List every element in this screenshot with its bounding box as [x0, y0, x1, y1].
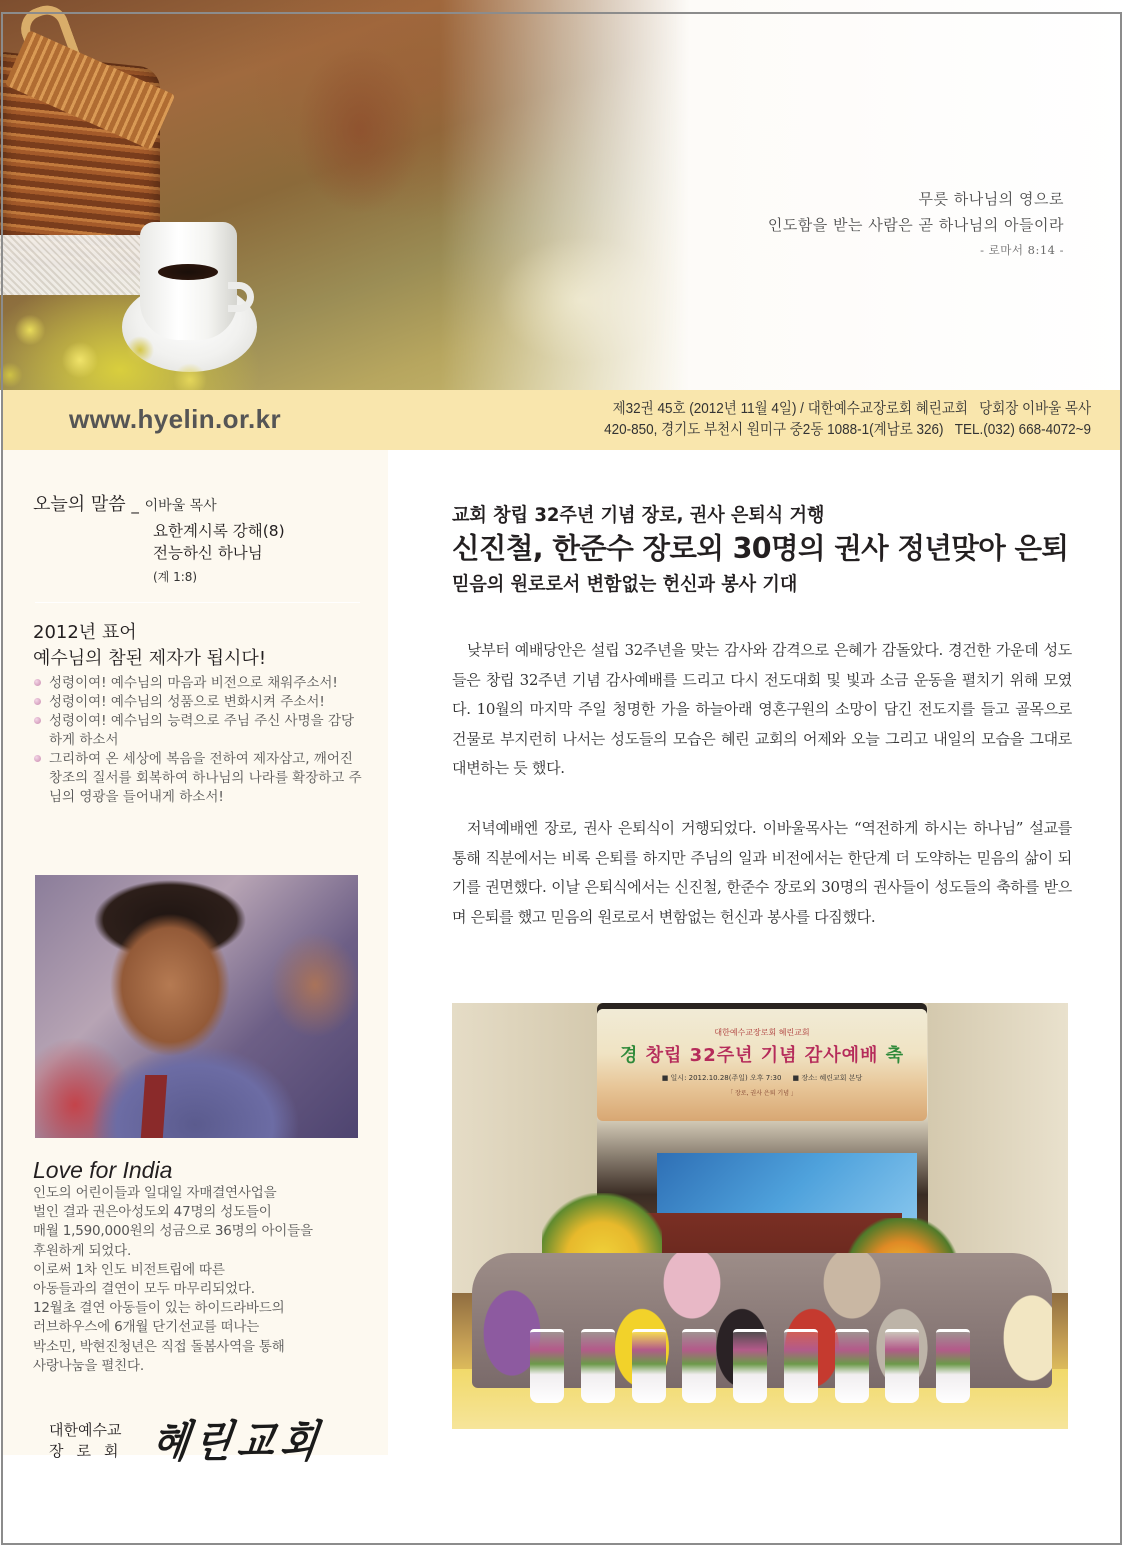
- flower-gifts: [530, 1329, 970, 1409]
- hero-banner: [0, 0, 1134, 390]
- motto-item: 성령이여! 예수님의 마음과 비전으로 채워주소서!: [33, 674, 373, 693]
- flower-basket: [835, 1329, 869, 1403]
- article-kicker: 교회 창립 32주년 기념 장로, 권사 은퇴식 거행: [452, 504, 825, 526]
- separator: _: [131, 496, 139, 514]
- flower-basket: [682, 1329, 716, 1403]
- issue-info: [604, 398, 1091, 440]
- motto-list: [33, 674, 373, 807]
- article-headline: 신진철, 한준수 장로외 30명의 권사 정년맞아 은퇴: [452, 532, 1069, 565]
- banner-church: 대한예수교장로회 혜린교회: [714, 1028, 810, 1037]
- bullet-icon: [34, 679, 41, 686]
- motto-year: 2012년 표어: [33, 622, 137, 643]
- verse-line: 인도함을 받는 사람은 곧 하나님의 아들이라: [767, 216, 1064, 234]
- yearly-motto: [33, 620, 373, 807]
- motto-item: 성령이여! 예수님의 성품으로 변화시켜 주소서!: [33, 693, 373, 712]
- bible-verse: [768, 186, 1064, 260]
- picnic-basket-coffee-photo: [0, 0, 700, 390]
- sidebar: [3, 450, 388, 1467]
- india-title: Love for India: [33, 1157, 173, 1183]
- love-for-india: [33, 1156, 363, 1376]
- church-name-calligraphy: 혜린교회: [148, 1415, 327, 1467]
- retirement-ceremony-photo: [452, 1003, 1068, 1429]
- main-article-header: [452, 500, 1072, 600]
- verse-line: 무릇 하나님의 영으로: [918, 190, 1064, 208]
- india-child-photo: [35, 875, 358, 1138]
- article-paragraph-1: 낮부터 예배당안은 설립 32주년을 맞는 감사와 감격으로 은혜가 감돌았다. 경건한 가운데 성도들은 창립 32주년 기념 감사예배를 드리고 다시 전도대회 및 빛과 소금 운동을 펼치기 위해 모였다. 10월의 마지막 주일 청명한 가을 하늘아래 영혼구원의 소망이 담긴 전도지를 들고 골목으로 건물로 부지런히 나서는 성도들의 모습은 혜린 교회의 어제와 오늘 그리고 내일의 모습을 그대로 대변하는 듯 했다.: [452, 641, 1072, 778]
- bullet-icon: [34, 717, 41, 724]
- anniversary-banner: [597, 1009, 927, 1121]
- motto-theme: 예수님의 참된 제자가 됩시다!: [33, 648, 267, 669]
- divider: [35, 602, 360, 603]
- flower-basket: [632, 1329, 666, 1403]
- masthead-band: [3, 390, 1121, 450]
- banner-info: ■ 일시: 2012.10.28(주일) 오후 7:30 ■ 장소: 혜린교회 본당: [661, 1074, 863, 1082]
- address-line: 420-850, 경기도 부천시 원미구 중2동 1088-1(계남로 326) TEL.(032) 668-4072~9: [604, 421, 1091, 438]
- issue-line: 제32권 45호 (2012년 11월 4일) / 대한예수교장로회 혜린교회 당회장 이바울 목사: [612, 400, 1091, 417]
- yellow-leaves: [0, 290, 240, 390]
- flower-basket: [784, 1329, 818, 1403]
- school-tie: [141, 1075, 167, 1138]
- denomination-line2: 장로회: [49, 1442, 132, 1460]
- sermon-name: 전능하신 하나님: [153, 544, 263, 562]
- banner-subtitle: 「 장로, 권사 은퇴 기념 」: [727, 1090, 797, 1097]
- motto-item: 그리하여 온 세상에 복음을 전하여 제자삼고, 깨어진 창조의 질서를 회복하여 하나님의 나라를 확장하고 주님의 영광을 들어내게 하소서!: [33, 750, 363, 807]
- banner-title: 경 창립 32주년 기념 감사예배 축: [619, 1045, 905, 1066]
- sermon-author: 이바울 목사: [144, 498, 217, 514]
- sermon-series: 요한계시록 강해(8): [153, 522, 285, 540]
- article-subhead: 믿음의 원로로서 변함없는 헌신과 봉사 기대: [452, 573, 798, 595]
- flower-basket: [936, 1329, 970, 1403]
- verse-reference: - 로마서 8:14 -: [980, 243, 1064, 257]
- bullet-icon: [34, 698, 41, 705]
- church-logo: [49, 1415, 369, 1480]
- bullet-icon: [34, 755, 41, 762]
- flower-basket: [733, 1329, 767, 1403]
- sermon-title: [153, 520, 285, 564]
- website-link[interactable]: www.hyelin.or.kr: [69, 404, 282, 434]
- india-body: 인도의 어린이들과 일대일 자매결연사업을 벌인 결과 권은아성도외 47명의 성도들이 매월 1,590,000원의 성금으로 36명의 아이들을 후원하게 되었다. 이로써 1차 인도 비전트립에 따른 아동들과의 결연이 모두 마무리되었다. 12월초 결연 아동들이 있는 하이드라바드의 러브하우스에 6개월 단기선교를 떠나는 박소민, 박현진청년은 직접 돌봄사역을 통해 사랑나눔을 펼친다.: [33, 1185, 313, 1374]
- todays-sermon-heading: [33, 490, 217, 516]
- flower-basket: [581, 1329, 615, 1403]
- coffee: [158, 264, 218, 280]
- flower-basket: [530, 1329, 564, 1403]
- sermon-label: 오늘의 말씀: [33, 494, 126, 515]
- sermon-reference: (계 1:8): [153, 570, 198, 584]
- motto-item: 성령이여! 예수님의 능력으로 주님 주신 사명을 감당하게 하소서: [33, 712, 363, 750]
- denomination-line1: 대한예수교: [49, 1421, 122, 1439]
- article-paragraph-2: 저녁예배엔 장로, 권사 은퇴식이 거행되었다. 이바울목사는 “역전하게 하시는 하나님” 설교를 통해 직분에서는 비록 은퇴를 하지만 주님의 일과 비전에서는 한단계 더 도약하는 믿음의 삶이 되기를 권면했다. 이날 은퇴식에서는 신진철, 한준수 장로외 30명의 권사들이 성도들의 축하를 받으며 은퇴를 했고 믿음의 원로로서 변함없는 헌신과 봉사를 다짐했다.: [452, 819, 1072, 926]
- flower-basket: [885, 1329, 919, 1403]
